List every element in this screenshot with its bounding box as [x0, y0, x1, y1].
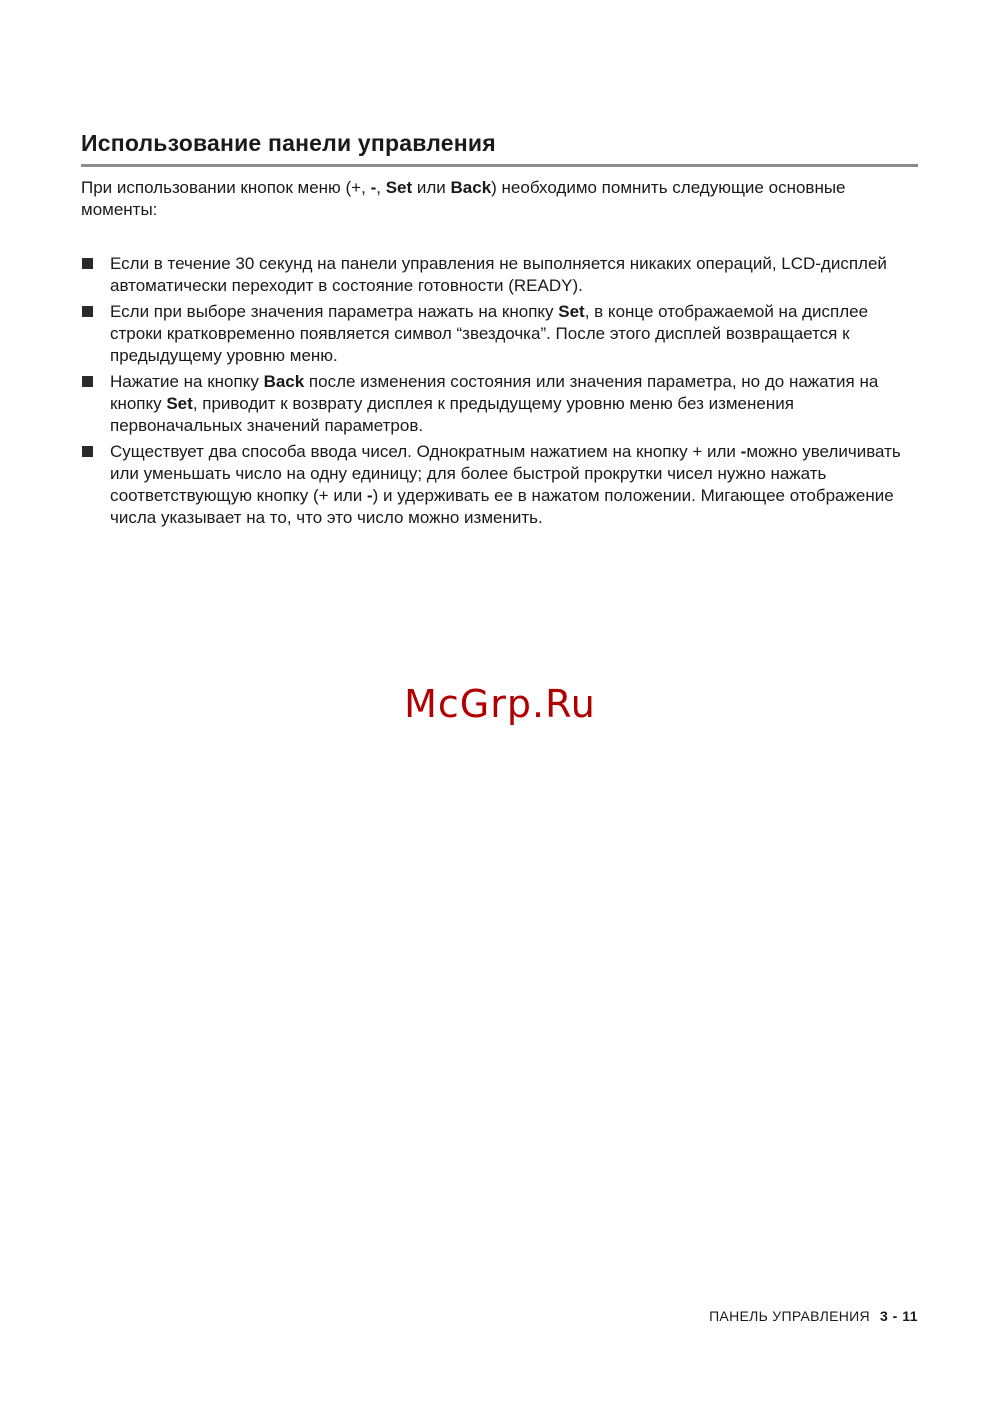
bullet-list [81, 253, 911, 533]
intro-minus-key: - [370, 178, 377, 197]
bullet-text: Если при выборе значения параметра нажать на кнопку [110, 302, 559, 321]
intro-text-4: ) необходимо помнить следующие основные моменты: [81, 178, 846, 219]
bullet-text: ) и удерживать ее в нажатом положении. Мигающее отображение числа указывает на то, что это число можно изменить. [110, 486, 894, 527]
bullet-text: Нажатие на кнопку [110, 372, 264, 391]
bullet-item-timeout [81, 253, 911, 297]
bullet-item-back [81, 371, 911, 437]
bullet-square-icon [82, 306, 93, 317]
back-key-label: Back [263, 372, 305, 391]
set-key-label: Set [166, 394, 193, 413]
bullet-square-icon [82, 258, 93, 269]
set-key-label: Set [558, 302, 585, 321]
footer-section-name: ПАНЕЛЬ УПРАВЛЕНИЯ [709, 1308, 870, 1324]
intro-back-key: Back [450, 178, 492, 197]
watermark: McGrp.Ru [404, 682, 596, 726]
intro-set-key: Set [385, 178, 413, 197]
bullet-text: , приводит к возврату дисплея к предыдущему уровню меню без изменения первоначальных значений параметров. [110, 394, 794, 435]
intro-paragraph [81, 177, 911, 221]
bullet-text: , в конце отображаемой на дисплее строки кратковременно появляется символ “звездочка”. После этого дисплей возвращается к предыдущему уровню меню. [110, 302, 869, 365]
minus-key-label: - [366, 486, 373, 505]
intro-text-2: , [376, 178, 386, 197]
bullet-text: Существует два способа ввода чисел. Однократным нажатием на кнопку + или [110, 442, 741, 461]
intro-text-3: или [412, 178, 451, 197]
bullet-text: после изменения состояния или значения параметра, но до нажатия на кнопку [110, 372, 879, 413]
bullet-text: Если в течение 30 секунд на панели управления не выполняется никаких операций, LCD-дисплей автоматически переходит в состояние готовности (READY). [110, 254, 887, 295]
bullet-item-set [81, 301, 911, 367]
intro-text-1: При использовании кнопок меню (+, [81, 178, 371, 197]
minus-key-label: - [740, 442, 747, 461]
page-title: Использование панели управления [81, 130, 496, 156]
footer-page-number: 3 - 11 [879, 1308, 918, 1324]
bullet-item-number-entry [81, 441, 911, 529]
title-rule [81, 164, 918, 167]
bullet-square-icon [82, 446, 93, 457]
bullet-square-icon [82, 376, 93, 387]
page-footer [709, 1308, 918, 1324]
bullet-text: можно увеличивать или уменьшать число на одну единицу; для более быстрой прокрутки чисел нужно нажать соответствующую кнопку (+ или [110, 442, 901, 505]
